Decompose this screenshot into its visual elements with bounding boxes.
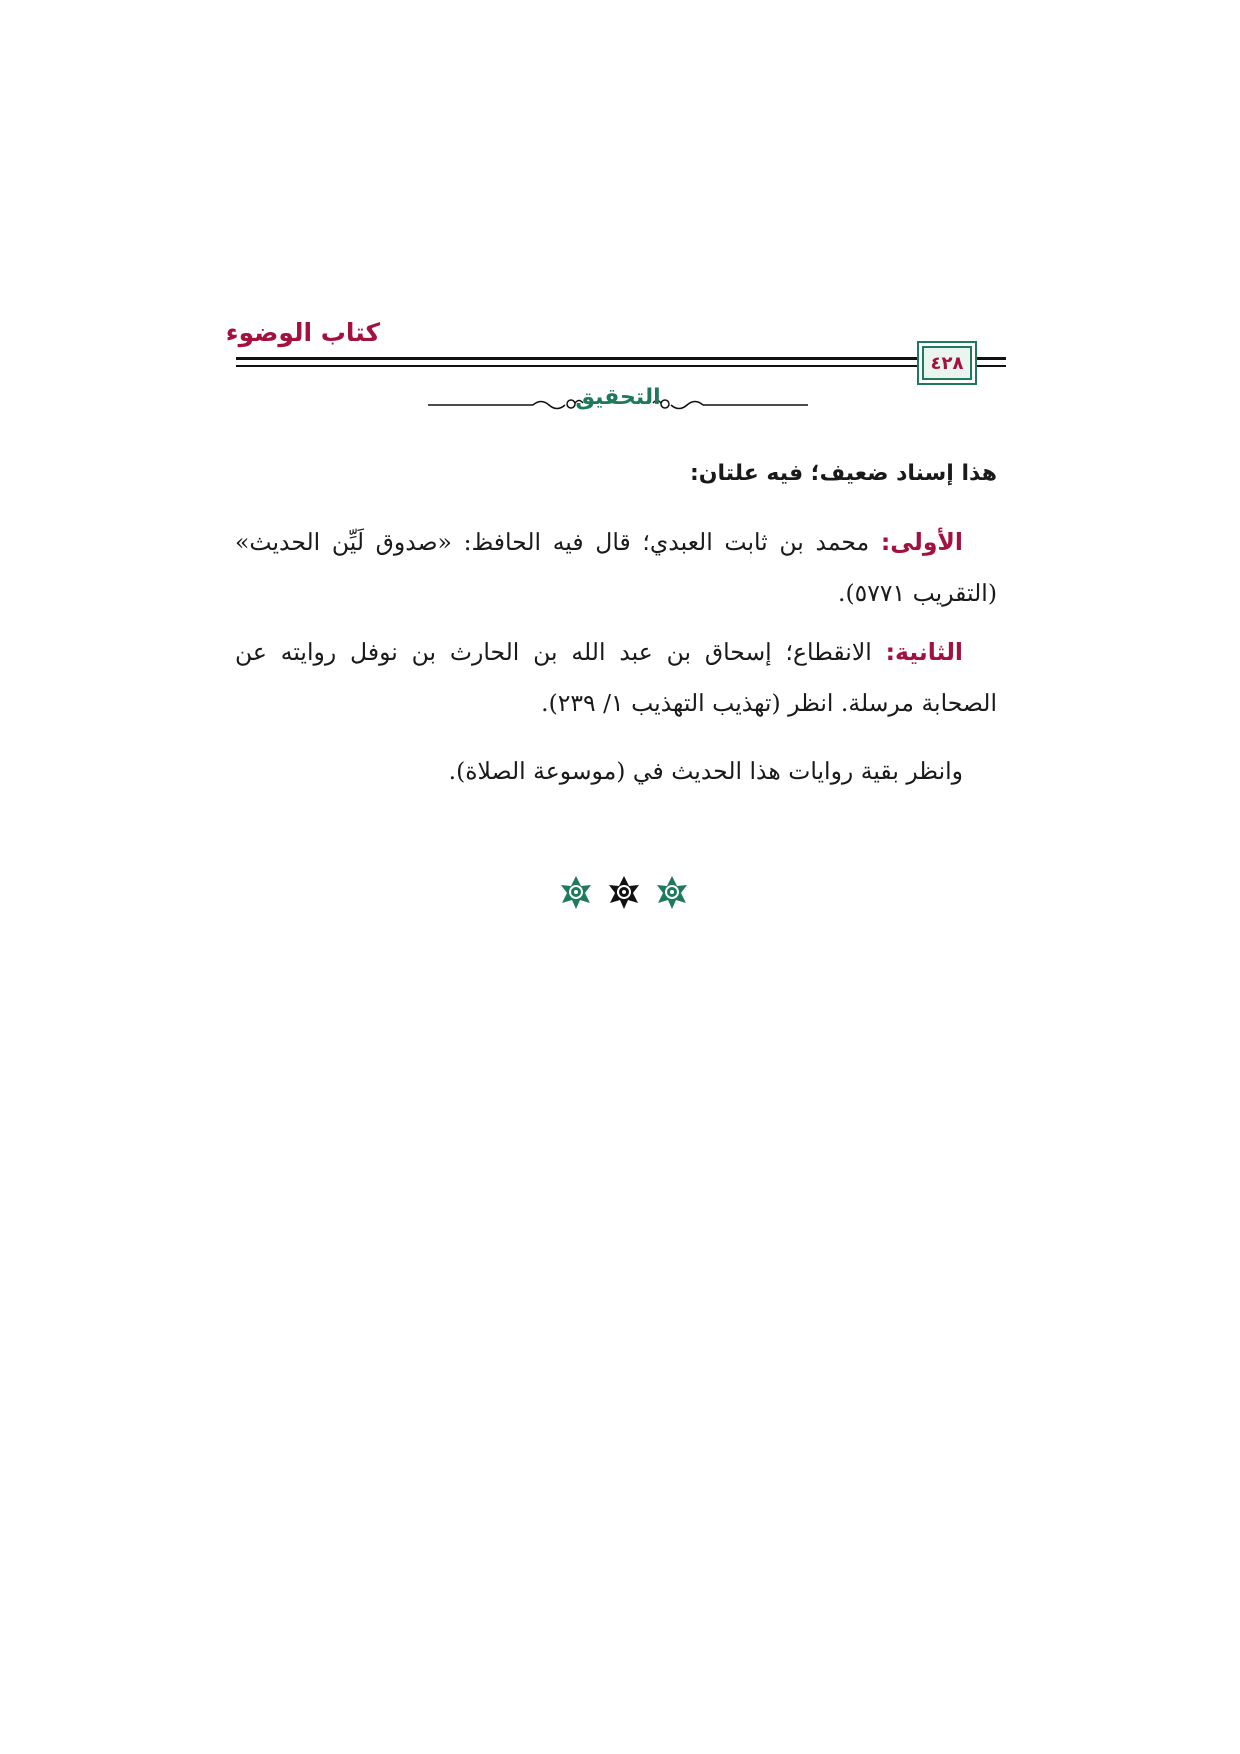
divider-ornaments bbox=[554, 872, 694, 912]
section-title: التحقيق bbox=[575, 385, 661, 410]
second-defect-text: الانقطاع؛ إسحاق بن عبد الله بن الحارث بن نوفل روايته عن الصحابة مرسلة. انظر (تهذيب التهذيب ١/ ٢٣٩). bbox=[235, 638, 997, 717]
intro-line: هذا إسناد ضعيف؛ فيه علتان: bbox=[689, 461, 997, 486]
header-rule-tail-bottom bbox=[976, 365, 1006, 367]
page-number: ٤٢٨ bbox=[922, 346, 972, 380]
second-defect-label: الثانية: bbox=[885, 638, 963, 666]
first-defect-text: محمد بن ثابت العبدي؛ قال فيه الحافظ: «صدوق لَيِّن الحديث» (التقريب ٥٧٧١). bbox=[235, 528, 997, 607]
flower-ornament-icon bbox=[657, 876, 687, 909]
section-header bbox=[418, 385, 818, 417]
page-number-badge bbox=[917, 341, 977, 385]
header-rule-top bbox=[236, 357, 994, 360]
paragraph-see-also: وانظر بقية روايات هذا الحديث في (موسوعة الصلاة). bbox=[448, 757, 963, 785]
book-title: كتاب الوضوء bbox=[225, 318, 380, 347]
flower-ornament-icon bbox=[561, 876, 591, 909]
first-defect-label: الأولى: bbox=[880, 528, 963, 556]
header-rule-bottom bbox=[236, 365, 994, 367]
paragraph-second-defect bbox=[235, 627, 997, 729]
paragraph-first-defect bbox=[235, 517, 997, 619]
flower-ornament-icon bbox=[609, 876, 639, 909]
header-rule-tail-top bbox=[976, 357, 1006, 360]
